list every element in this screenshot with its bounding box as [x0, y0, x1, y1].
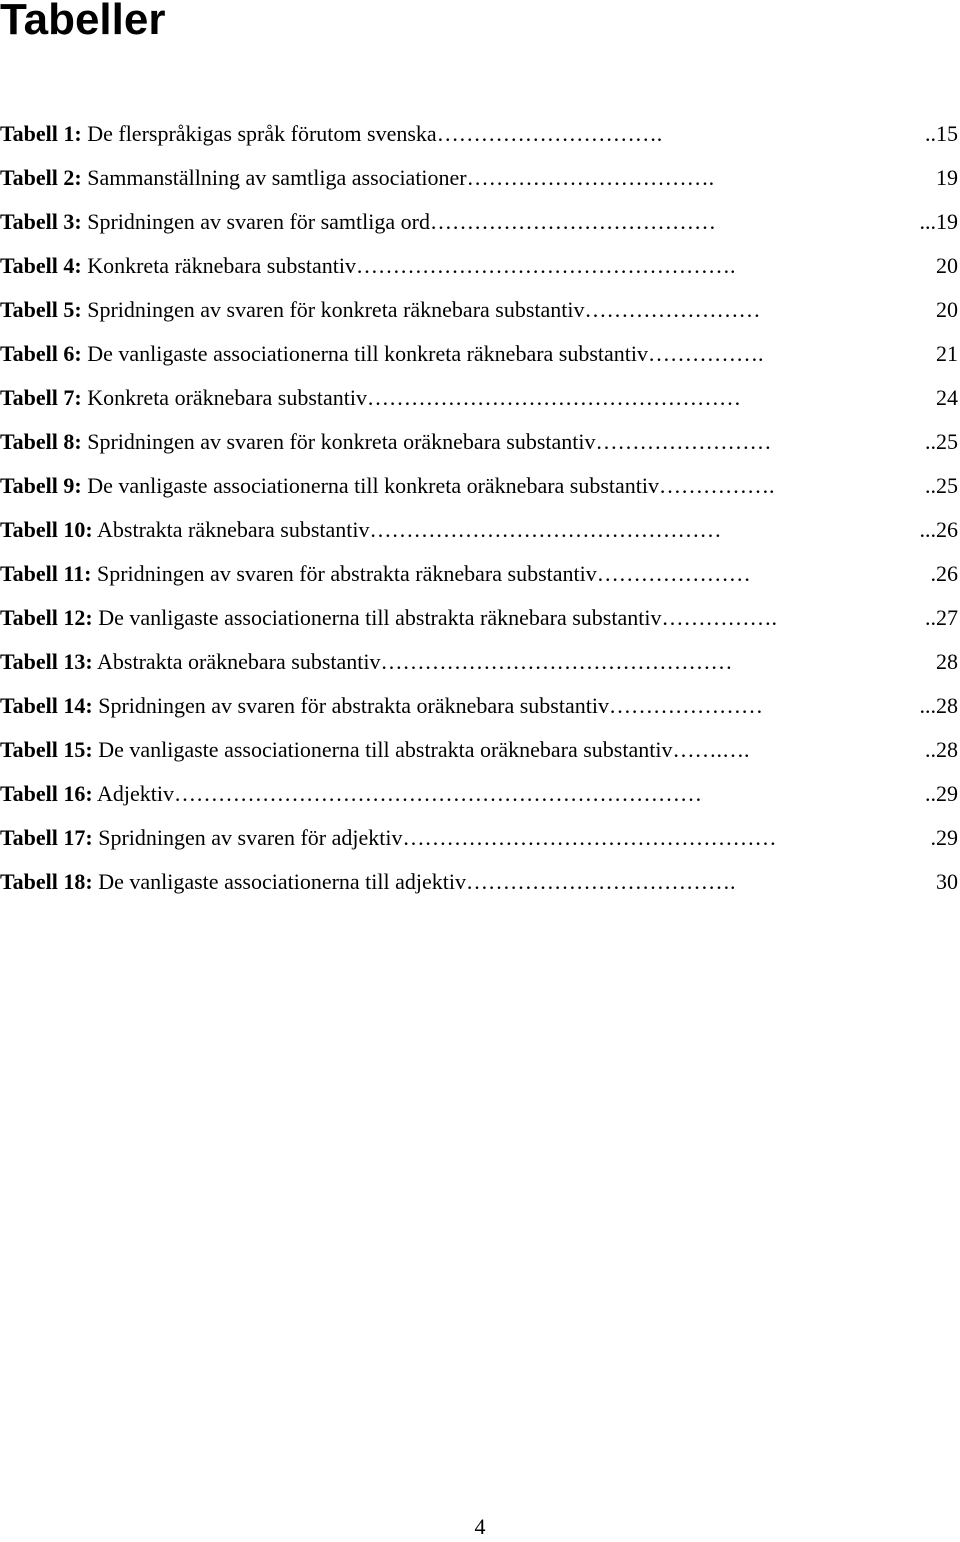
list-item — [0, 202, 960, 246]
entry-title: De vanligaste associationerna till adjektiv — [98, 869, 466, 894]
entry-title: Spridningen av svaren för konkreta oräknebara substantiv — [87, 429, 596, 454]
entry-page: 20 — [936, 253, 958, 278]
entry-leader: …….…. — [672, 737, 750, 762]
entry-page: ..25 — [925, 429, 958, 454]
list-item — [0, 642, 960, 686]
entry-leader: …………………… — [584, 297, 761, 322]
list-item — [0, 686, 960, 730]
entry-title: Spridningen av svaren för abstrakta oräknebara substantiv — [98, 693, 609, 718]
entry-page: ..27 — [925, 605, 958, 630]
entry-page: .26 — [930, 561, 958, 586]
entry-title: Konkreta räknebara substantiv — [87, 253, 357, 278]
entry-page: ...26 — [919, 517, 958, 542]
list-item — [0, 466, 960, 510]
entry-title: Spridningen av svaren för adjektiv — [98, 825, 403, 850]
entry-label: Tabell 4: — [0, 253, 82, 278]
entry-title: De flerspråkigas språk förutom svenska — [87, 121, 437, 146]
list-item — [0, 378, 960, 422]
entry-leader: ………………………………………… — [369, 517, 722, 542]
entry-leader: …………………… — [595, 429, 772, 454]
entry-page: 28 — [936, 649, 958, 674]
list-item — [0, 598, 960, 642]
entry-label: Tabell 18: — [0, 869, 93, 894]
entry-label: Tabell 16: — [0, 781, 93, 806]
entry-page: 21 — [936, 341, 958, 366]
entry-leader: ………………………………… — [429, 209, 716, 234]
entry-leader: ……………………………. — [466, 165, 715, 190]
list-item — [0, 334, 960, 378]
entry-label: Tabell 11: — [0, 561, 92, 586]
entry-leader: ……………. — [661, 605, 777, 630]
entry-label: Tabell 5: — [0, 297, 82, 322]
list-item — [0, 422, 960, 466]
page-title: Tabeller — [0, 0, 166, 44]
list-item — [0, 158, 960, 202]
list-item — [0, 818, 960, 862]
entry-leader: …………………………………………… — [402, 825, 777, 850]
entry-leader: …………………………. — [436, 121, 663, 146]
page-number: 4 — [474, 1514, 486, 1539]
entry-leader: ……………. — [659, 473, 775, 498]
entry-title: De vanligaste associationerna till konkreta oräknebara substantiv — [87, 473, 660, 498]
entry-leader: ………………………………. — [466, 869, 736, 894]
entry-leader: ……………. — [648, 341, 764, 366]
entry-leader: ………………… — [596, 561, 751, 586]
entry-page: ..25 — [925, 473, 958, 498]
entry-label: Tabell 15: — [0, 737, 93, 762]
entry-label: Tabell 13: — [0, 649, 93, 674]
entry-page: ...28 — [919, 693, 958, 718]
list-item — [0, 114, 960, 158]
entry-title: Spridningen av svaren för samtliga ord — [87, 209, 430, 234]
entry-title: De vanligaste associationerna till abstrakta räknebara substantiv — [98, 605, 662, 630]
list-item — [0, 774, 960, 818]
entry-label: Tabell 7: — [0, 385, 82, 410]
entry-label: Tabell 8: — [0, 429, 82, 454]
entry-title: Konkreta oräknebara substantiv — [87, 385, 368, 410]
entry-leader: ……………………………………………………………… — [174, 781, 703, 806]
entry-title: De vanligaste associationerna till konkreta räknebara substantiv — [87, 341, 649, 366]
entry-label: Tabell 17: — [0, 825, 93, 850]
entry-page: ..29 — [925, 781, 958, 806]
entry-title: Spridningen av svaren för konkreta räknebara substantiv — [87, 297, 585, 322]
list-item — [0, 554, 960, 598]
entry-page: 19 — [936, 165, 958, 190]
entry-page: ..28 — [925, 737, 958, 762]
entry-leader: ……………………………………………. — [356, 253, 736, 278]
entry-page: 30 — [936, 869, 958, 894]
entry-label: Tabell 3: — [0, 209, 82, 234]
list-item — [0, 730, 960, 774]
entry-label: Tabell 1: — [0, 121, 82, 146]
entry-title: Adjektiv — [97, 781, 175, 806]
entry-label: Tabell 12: — [0, 605, 93, 630]
entry-label: Tabell 14: — [0, 693, 93, 718]
list-item — [0, 246, 960, 290]
entry-title: De vanligaste associationerna till abstrakta oräknebara substantiv — [98, 737, 673, 762]
entry-title: Abstrakta oräknebara substantiv — [97, 649, 381, 674]
entry-label: Tabell 9: — [0, 473, 82, 498]
entry-page: ..15 — [925, 121, 958, 146]
entry-page: .29 — [930, 825, 958, 850]
entry-label: Tabell 10: — [0, 517, 93, 542]
list-item — [0, 290, 960, 334]
entry-page: 20 — [936, 297, 958, 322]
entry-page: ...19 — [919, 209, 958, 234]
entry-leader: ………………… — [608, 693, 763, 718]
entry-leader: ………………………………………… — [380, 649, 733, 674]
entry-leader: …………………………………………… — [367, 385, 742, 410]
entry-title: Abstrakta räknebara substantiv — [97, 517, 370, 542]
list-item — [0, 510, 960, 554]
entry-label: Tabell 6: — [0, 341, 82, 366]
entry-title: Spridningen av svaren för abstrakta räknebara substantiv — [97, 561, 597, 586]
entry-title: Sammanställning av samtliga associationer — [87, 165, 467, 190]
entry-label: Tabell 2: — [0, 165, 82, 190]
entry-page: 24 — [936, 385, 958, 410]
list-item — [0, 862, 960, 906]
table-list — [0, 114, 960, 906]
